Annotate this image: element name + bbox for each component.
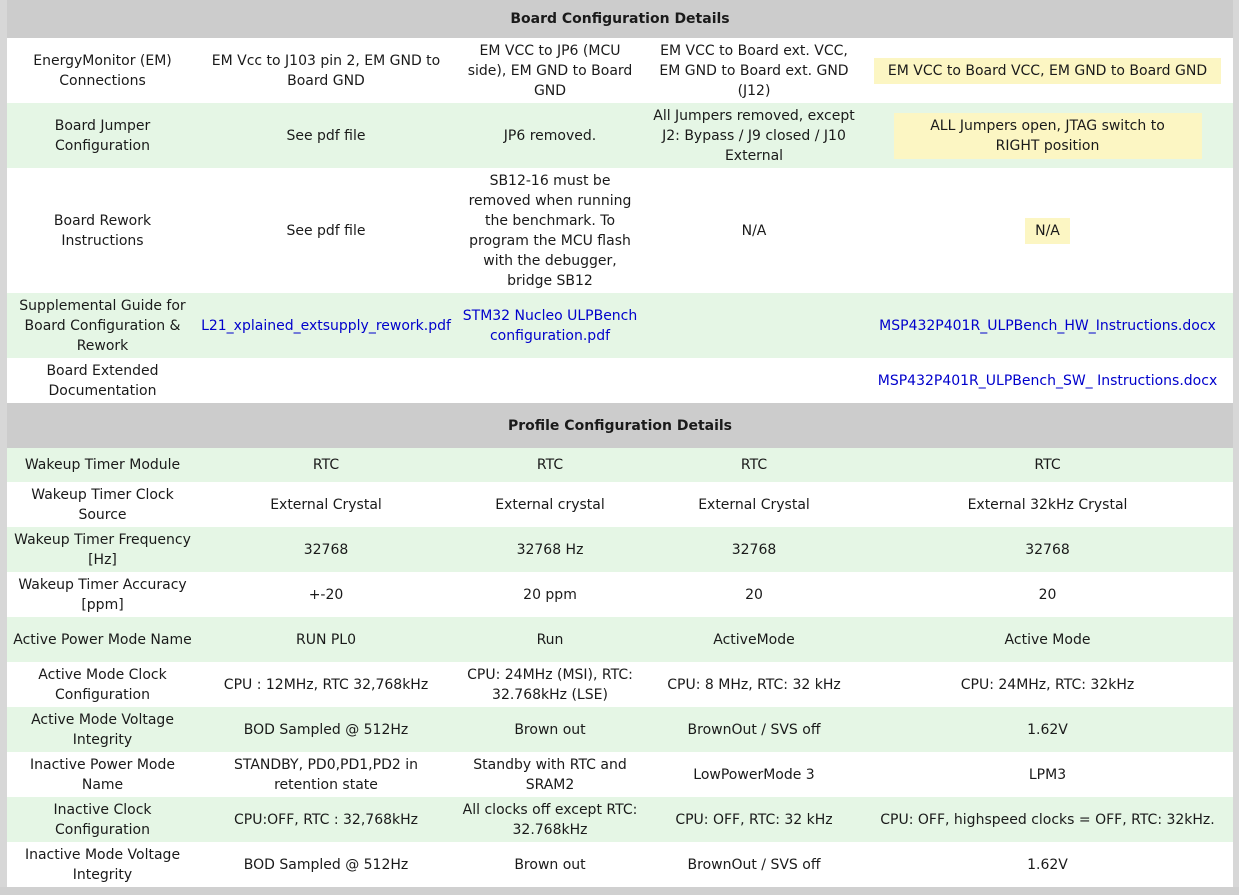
- cell-profile-3: CPU: 8 MHz, RTC: 32 kHz: [646, 662, 862, 707]
- cell-profile-1: 32768: [198, 527, 454, 572]
- cell-profile-2: 32768 Hz: [454, 527, 646, 572]
- cell-profile-1: CPU:OFF, RTC : 32,768kHz: [198, 797, 454, 842]
- cell-profile-2: Brown out: [454, 707, 646, 752]
- cell-board-4: [862, 168, 1233, 293]
- cell-profile-3: RTC: [646, 448, 862, 482]
- cell-profile-4: 20: [862, 572, 1233, 617]
- cell-board-4: [862, 103, 1233, 168]
- cell-board-4: [862, 38, 1233, 103]
- row-label: Wakeup Timer Module: [7, 448, 198, 482]
- cell-board-3: All Jumpers removed, except J2: Bypass / J9 closed / J10 External: [646, 103, 862, 168]
- board-section-title: Board Configuration Details: [7, 0, 1233, 38]
- row-label: Wakeup Timer Clock Source: [7, 482, 198, 527]
- cell-profile-4: CPU: 24MHz, RTC: 32kHz: [862, 662, 1233, 707]
- cell-board-2: [454, 293, 646, 358]
- cell-profile-3: BrownOut / SVS off: [646, 842, 862, 887]
- cell-board-3: [646, 358, 862, 403]
- cell-profile-2: CPU: 24MHz (MSI), RTC: 32.768kHz (LSE): [454, 662, 646, 707]
- configuration-table: [7, 0, 1233, 887]
- cell-profile-4: Active Mode: [862, 617, 1233, 662]
- highlighted-value: ALL Jumpers open, JTAG switch to RIGHT position: [894, 113, 1202, 159]
- sw-instructions-link[interactable]: MSP432P401R_ULPBench_SW_ Instructions.docx: [877, 372, 1218, 389]
- cell-profile-3: External Crystal: [646, 482, 862, 527]
- hw-instructions-link[interactable]: MSP432P401R_ULPBench_HW_Instructions.docx: [879, 317, 1216, 334]
- row-label: Wakeup Timer Frequency [Hz]: [7, 527, 198, 572]
- cell-profile-2: Run: [454, 617, 646, 662]
- cell-profile-2: 20 ppm: [454, 572, 646, 617]
- cell-board-3: N/A: [646, 168, 862, 293]
- cell-profile-2: Brown out: [454, 842, 646, 887]
- row-label: Board Jumper Configuration: [7, 103, 198, 168]
- table-row: [7, 797, 1233, 842]
- cell-profile-2: All clocks off except RTC: 32.768kHz: [454, 797, 646, 842]
- table-row: [7, 707, 1233, 752]
- cell-profile-3: ActiveMode: [646, 617, 862, 662]
- table-row: [7, 527, 1233, 572]
- cell-profile-3: CPU: OFF, RTC: 32 kHz: [646, 797, 862, 842]
- cell-profile-4: RTC: [862, 448, 1233, 482]
- row-label: Active Mode Clock Configuration: [7, 662, 198, 707]
- cell-profile-1: RUN PL0: [198, 617, 454, 662]
- profile-section-title: Profile Configuration Details: [7, 403, 1233, 448]
- cell-board-2: SB12-16 must be removed when running the benchmark. To program the MCU flash with the debugger, bridge SB12: [454, 168, 646, 293]
- cell-board-2: JP6 removed.: [454, 103, 646, 168]
- board-section-header-row: [7, 0, 1233, 38]
- row-label: Board Rework Instructions: [7, 168, 198, 293]
- cell-board-1: [198, 293, 454, 358]
- table-row: [7, 448, 1233, 482]
- cell-board-1: [198, 358, 454, 403]
- cell-profile-1: CPU : 12MHz, RTC 32,768kHz: [198, 662, 454, 707]
- cell-profile-1: BOD Sampled @ 512Hz: [198, 707, 454, 752]
- cell-board-3: [646, 293, 862, 358]
- cell-profile-4: 1.62V: [862, 842, 1233, 887]
- table-row: [7, 482, 1233, 527]
- cell-profile-2: External crystal: [454, 482, 646, 527]
- table-row: [7, 358, 1233, 403]
- bottom-border: [0, 887, 1239, 895]
- cell-board-1: EM Vcc to J103 pin 2, EM GND to Board GND: [198, 38, 454, 103]
- cell-board-2: [454, 358, 646, 403]
- cell-profile-4: CPU: OFF, highspeed clocks = OFF, RTC: 32kHz.: [862, 797, 1233, 842]
- table-row: [7, 572, 1233, 617]
- cell-profile-1: STANDBY, PD0,PD1,PD2 in retention state: [198, 752, 454, 797]
- row-label: EnergyMonitor (EM) Connections: [7, 38, 198, 103]
- row-label: Supplemental Guide for Board Configuration & Rework: [7, 293, 198, 358]
- cell-profile-2: Standby with RTC and SRAM2: [454, 752, 646, 797]
- cell-board-3: EM VCC to Board ext. VCC, EM GND to Board ext. GND (J12): [646, 38, 862, 103]
- cell-profile-4: 32768: [862, 527, 1233, 572]
- cell-profile-4: 1.62V: [862, 707, 1233, 752]
- table-row: [7, 38, 1233, 103]
- nucleo-config-pdf-link[interactable]: STM32 Nucleo ULPBench configuration.pdf: [462, 307, 638, 344]
- cell-profile-3: LowPowerMode 3: [646, 752, 862, 797]
- table-row: [7, 168, 1233, 293]
- table-row: [7, 617, 1233, 662]
- table-row: [7, 103, 1233, 168]
- row-label: Wakeup Timer Accuracy [ppm]: [7, 572, 198, 617]
- cell-board-1: See pdf file: [198, 103, 454, 168]
- highlighted-value: N/A: [1025, 218, 1070, 244]
- cell-profile-1: +-20: [198, 572, 454, 617]
- rework-pdf-link[interactable]: L21_xplained_extsupply_rework.pdf: [201, 317, 451, 334]
- cell-profile-4: External 32kHz Crystal: [862, 482, 1233, 527]
- table-row: [7, 752, 1233, 797]
- table-row: [7, 662, 1233, 707]
- highlighted-value: EM VCC to Board VCC, EM GND to Board GND: [874, 58, 1221, 84]
- cell-board-1: See pdf file: [198, 168, 454, 293]
- row-label: Inactive Power Mode Name: [7, 752, 198, 797]
- cell-profile-1: External Crystal: [198, 482, 454, 527]
- row-label: Inactive Mode Voltage Integrity: [7, 842, 198, 887]
- row-label: Board Extended Documentation: [7, 358, 198, 403]
- cell-board-2: EM VCC to JP6 (MCU side), EM GND to Board GND: [454, 38, 646, 103]
- cell-profile-3: 20: [646, 572, 862, 617]
- profile-section-header-row: [7, 403, 1233, 448]
- row-label: Active Mode Voltage Integrity: [7, 707, 198, 752]
- left-border: [0, 0, 7, 895]
- cell-profile-2: RTC: [454, 448, 646, 482]
- cell-profile-3: 32768: [646, 527, 862, 572]
- cell-board-4: [862, 358, 1233, 403]
- cell-profile-3: BrownOut / SVS off: [646, 707, 862, 752]
- right-border: [1233, 0, 1239, 895]
- row-label: Active Power Mode Name: [7, 617, 198, 662]
- row-label: Inactive Clock Configuration: [7, 797, 198, 842]
- cell-board-4: [862, 293, 1233, 358]
- table-row: [7, 842, 1233, 887]
- table-row: [7, 293, 1233, 358]
- cell-profile-1: RTC: [198, 448, 454, 482]
- cell-profile-1: BOD Sampled @ 512Hz: [198, 842, 454, 887]
- cell-profile-4: LPM3: [862, 752, 1233, 797]
